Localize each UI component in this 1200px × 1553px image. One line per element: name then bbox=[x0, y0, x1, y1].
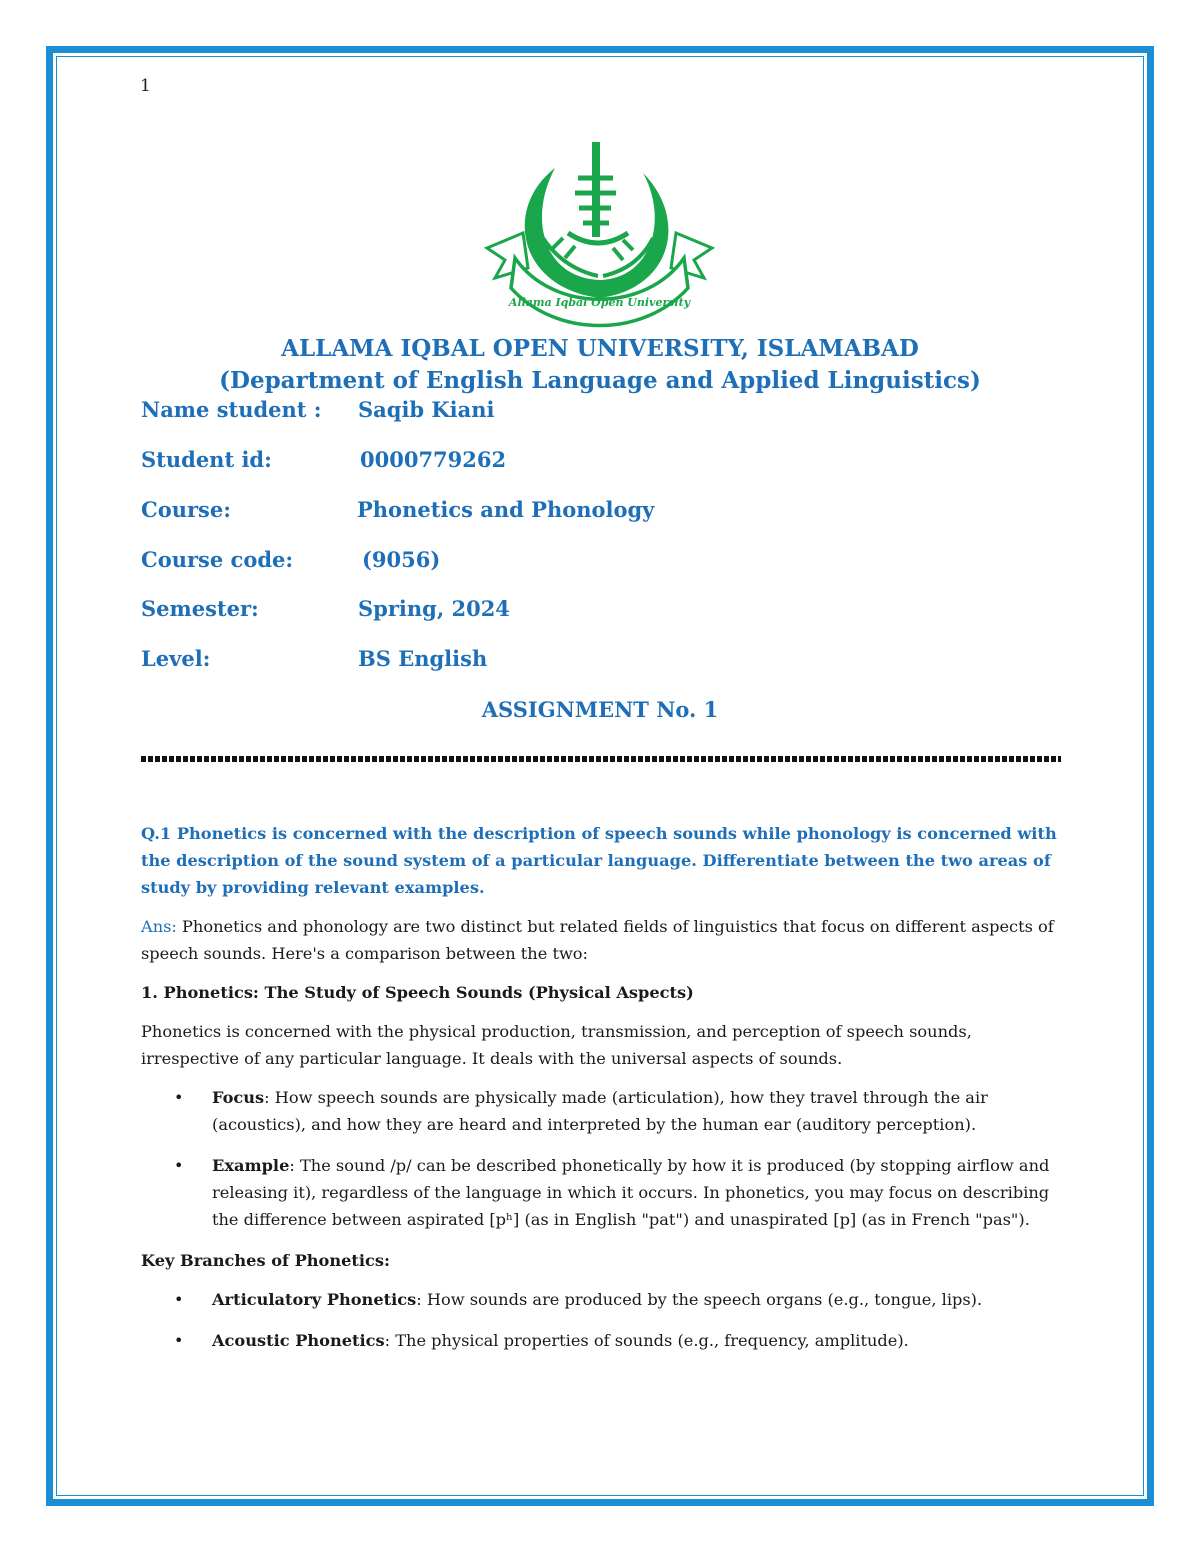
list-item-text: : The sound /p/ can be described phonetically by how it is produced (by stopping airflow and releasing it), regardless of the language in which it occurs. In phonetics, you may focus on describing the difference between aspirated [pʰ] (as in English "pat") and unaspirated [p] (as in French "pas"). bbox=[212, 1156, 1050, 1229]
semester-label: Semester: bbox=[141, 596, 259, 621]
course-code-label: Course code: bbox=[141, 547, 294, 572]
bullet-icon: • bbox=[174, 1088, 184, 1107]
student-id-value: 0000779262 bbox=[360, 447, 507, 472]
list-item-text: : The physical properties of sounds (e.g., frequency, amplitude). bbox=[384, 1331, 909, 1350]
section-paragraph-phonetics: Phonetics is concerned with the physical production, transmission, and perception of speech sounds, irrespective of any particular language. It deals with the universal aspects of sounds. bbox=[141, 1022, 972, 1068]
list-item bbox=[141, 1286, 1061, 1313]
logo-caption: Allama Iqbal Open University bbox=[508, 296, 691, 309]
dotted-divider bbox=[141, 756, 1061, 762]
list-item-term: Example bbox=[212, 1156, 290, 1175]
course-code-value: (9056) bbox=[362, 547, 441, 572]
list-item bbox=[141, 1084, 1061, 1138]
list-item-term: Articulatory Phonetics bbox=[212, 1290, 417, 1309]
list-item bbox=[141, 1327, 1061, 1354]
course-value: Phonetics and Phonology bbox=[357, 497, 655, 522]
bullet-icon: • bbox=[174, 1290, 184, 1309]
name-value: Saqib Kiani bbox=[358, 397, 495, 422]
answer-paragraph bbox=[141, 913, 1061, 967]
list-item-term: Focus bbox=[212, 1088, 265, 1107]
assignment-title: ASSIGNMENT No. 1 bbox=[481, 697, 719, 722]
answer-text: Phonetics and phonology are two distinct but related fields of linguistics that focus on different aspects of speech sounds. Here's a comparison between the two: bbox=[141, 917, 1054, 963]
semester-value: Spring, 2024 bbox=[358, 596, 510, 621]
branches-heading: Key Branches of Phonetics: bbox=[141, 1251, 390, 1270]
section-heading-phonetics: 1. Phonetics: The Study of Speech Sounds (Physical Aspects) bbox=[141, 983, 694, 1002]
assignment-body bbox=[141, 820, 1061, 1368]
page-number: 1 bbox=[140, 76, 151, 96]
level-label: Level: bbox=[141, 646, 211, 671]
list-item-text: : How speech sounds are physically made (articulation), how they travel through the air (acoustics), and how they are heard and interpreted by the human ear (auditory perception). bbox=[212, 1088, 988, 1134]
list-item-text: : How sounds are produced by the speech organs (e.g., tongue, lips). bbox=[416, 1290, 983, 1309]
university-name: ALLAMA IQBAL OPEN UNIVERSITY, ISLAMABAD bbox=[281, 335, 919, 362]
answer-label: Ans: bbox=[141, 917, 177, 936]
question-text: Q.1 Phonetics is concerned with the description of speech sounds while phonology is concerned with the description of the sound system of a particular language. Differentiate between the two areas of study by providing relevant examples. bbox=[141, 824, 1057, 897]
bullet-list-phonetics bbox=[141, 1084, 1061, 1233]
aiou-emblem-icon bbox=[483, 138, 716, 338]
student-id-label: Student id: bbox=[141, 447, 272, 472]
department-name: (Department of English Language and Applied Linguistics) bbox=[219, 367, 981, 394]
bullet-icon: • bbox=[174, 1156, 184, 1175]
list-item-term: Acoustic Phonetics bbox=[212, 1331, 385, 1350]
bullet-icon: • bbox=[174, 1331, 184, 1350]
name-label: Name student : bbox=[141, 397, 322, 422]
bullet-list-branches bbox=[141, 1286, 1061, 1354]
list-item bbox=[141, 1152, 1061, 1233]
university-logo bbox=[483, 138, 716, 338]
course-label: Course: bbox=[141, 497, 231, 522]
level-value: BS English bbox=[358, 646, 488, 671]
